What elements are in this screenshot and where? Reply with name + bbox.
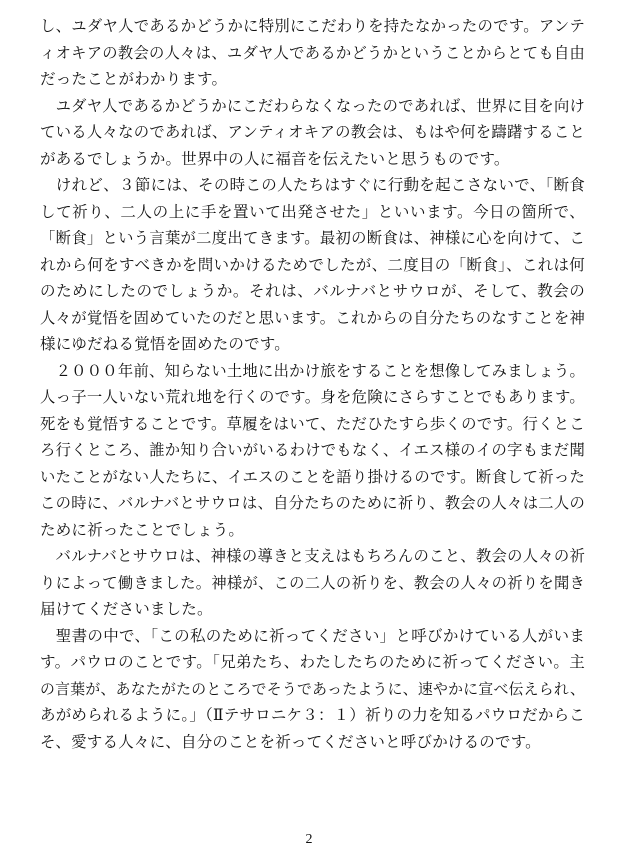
text-line: そ、愛する人々に、自分のことを祈ってくださいと呼びかけるのです。 bbox=[40, 732, 541, 751]
text-line: 様にゆだねる覚悟を固めたのです。 bbox=[40, 335, 290, 353]
text-line: この時に、バルナバとサウロは、自分たちのために祈り、教会の人々は二人の bbox=[40, 494, 585, 512]
text-line: ために祈ったことでしょう。 bbox=[40, 520, 245, 539]
text-line: 人っ子一人いない荒れ地を行くのです。身を危険にさらすことでもあります。 bbox=[40, 388, 585, 406]
text-line: バルナバとサウロは、神様の導きと支えはもちろんのこと、教会の人々の祈 bbox=[40, 547, 585, 565]
text-line: 聖書の中で、「この私のために祈ってください」と呼びかけている人がいま bbox=[40, 626, 585, 645]
body-text bbox=[40, 13, 585, 755]
text-line: のためにしたのでしょうか。それは、バルナバとサウロが、そして、教会の bbox=[40, 282, 585, 300]
text-line: ２０００年前、知らない土地に出かけ旅をすることを想像してみましょう。 bbox=[40, 361, 585, 380]
text-line: 人々が覚悟を固めていたのだと思います。これからの自分たちのなすことを神 bbox=[40, 308, 585, 327]
text-line: して祈り、二人の上に手を置いて出発させた」といいます。今日の箇所で、 bbox=[40, 202, 585, 221]
text-line: いたことがない人たちに、イエスのことを語り掛けるのです。断食して祈った bbox=[40, 467, 585, 486]
text-line: だったことがわかります。 bbox=[40, 70, 228, 88]
text-line: 「断食」という言葉が二度出てきます。最初の断食は、神様に心を向けて、こ bbox=[40, 229, 585, 247]
text-line: けれど、３節には、その時この人たちはすぐに行動を起こさないで、「断食 bbox=[40, 176, 585, 194]
text-line: 届けてくださいました。 bbox=[40, 600, 213, 618]
text-line: の言葉が、あなたがたのところでそうであったように、速やかに宣べ伝えられ、 bbox=[40, 679, 585, 698]
text-line: れから何をすべきかを問いかけるためでしたが、二度目の「断食」、これは何 bbox=[40, 255, 585, 274]
text-line: し、ユダヤ人であるかどうかに特別にこだわりを持たなかったのです。アンテ bbox=[40, 17, 585, 35]
text-line: あがめられるように。」（Ⅱテサロニケ３：１）祈りの力を知るパウロだからこ bbox=[40, 706, 585, 724]
text-line: があるでしょうか。世界中の人に福音を伝えたいと思うものです。 bbox=[40, 149, 510, 168]
text-line: 死をも覚悟することです。草履をはいて、ただひたすら歩くのです。行くとこ bbox=[40, 414, 585, 433]
page-number: 2 bbox=[305, 832, 313, 847]
text-line: ている人々なのであれば、アンティオキアの教会は、もはや何を躊躇すること bbox=[40, 123, 585, 141]
text-line: りによって働きました。神様が、この二人の祈りを、教会の人々の祈りを聞き bbox=[40, 573, 585, 592]
text-line: ろ行くところ、誰か知り合いがいるわけでもなく、イエス様のイの字もまだ聞 bbox=[40, 441, 585, 459]
text-line: ユダヤ人であるかどうかにこだわらなくなったのであれば、世界に目を向け bbox=[40, 96, 585, 115]
text-line: ィオキアの教会の人々は、ユダヤ人であるかどうかということからとても自由 bbox=[40, 43, 585, 62]
text-line: す。パウロのことです。「兄弟たち、わたしたちのために祈ってください。主 bbox=[40, 653, 585, 671]
